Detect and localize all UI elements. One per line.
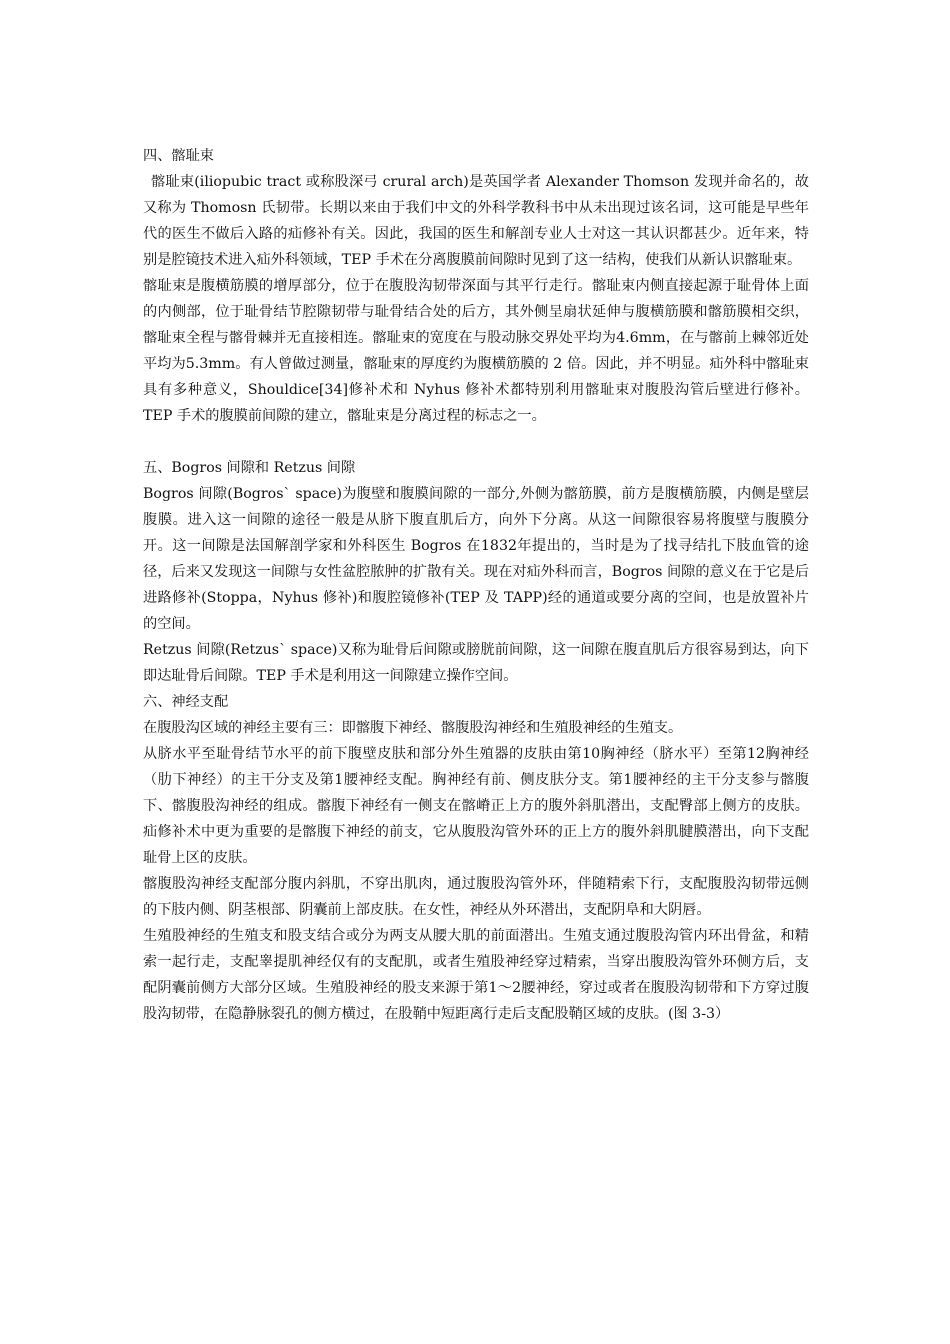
paragraph: 从脐水平至耻骨结节水平的前下腹壁皮肤和部分外生殖器的皮肤由第10胸神经（脐水平）至第12胸神经（肋下神经）的主干分支及第1腰神经支配。胸神经有前、侧皮肤分支。第1腰神经的主干分支参与髂腹下、髂腹股沟神经的组成。髂腹下神经有一侧支在髂嵴正上方的腹外斜肌潜出，支配臀部上侧方的皮肤。疝修补术中更为重要的是髂腹下神经的前支，它从腹股沟管外环的正上方的腹外斜肌腱膜潜出，向下支配耻骨上区的皮肤。 — [143, 746, 809, 866]
section-iliopubic-tract — [143, 143, 809, 429]
section-heading: 四、髂耻束 — [143, 148, 214, 164]
paragraph: Retzus 间隙(Retzus` space)又称为耻骨后间隙或膀胱前间隙，这一间隙在腹直肌后方很容易到达，向下即达耻骨后间隙。TEP 手术是利用这一间隙建立操作空间。 — [143, 642, 809, 684]
paragraph: Bogros 间隙(Bogros` space)为腹壁和腹膜间隙的一部分,外侧为髂筋膜，前方是腹横筋膜，内侧是壁层腹膜。进入这一间隙的途径一般是从脐下腹直肌后方，向外下分离。从这一间隙很容易将腹壁与腹膜分开。这一间隙是法国解剖学家和外科医生 Bogros 在1832年提出的，当时是为了找寻结扎下肢血管的途径，后来又发现这一间隙与女性盆腔脓肿的扩散有关。现在对疝外科而言，Bogros 间隙的意义在于它是后进路修补(Stoppa，Nyhus 修补)和腹腔镜修补(TEP 及 TAPP)经的通道或要分离的空间，也是放置补片的空间。 — [143, 486, 809, 632]
paragraph: 生殖股神经的生殖支和股支结合或分为两支从腰大肌的前面潜出。生殖支通过腹股沟管内环出骨盆，和精索一起行走，支配睾提肌神经仅有的支配肌，或者生殖股神经穿过精索，当穿出腹股沟管外环侧方后，支配阴囊前侧方大部分区域。生殖股神经的股支来源于第1～2腰神经，穿过或者在腹股沟韧带和下方穿过腹股沟韧带，在隐静脉裂孔的侧方横过，在股鞘中短距离行走后支配股鞘区域的皮肤。(图 3-3） — [143, 928, 809, 1022]
section-heading: 六、神经支配 — [143, 694, 229, 710]
section-bogros-retzus-space — [143, 455, 809, 689]
section-heading: 五、Bogros 间隙和 Retzus 间隙 — [143, 460, 356, 476]
paragraph: 髂耻束是腹横筋膜的增厚部分，位于在腹股沟韧带深面与其平行走行。髂耻束内侧直接起源于耻骨体上面的内侧部，位于耻骨结节腔隙韧带与耻骨结合处的后方，其外侧呈扇状延伸与腹横筋膜和髂筋膜相交织，髂耻束全程与髂骨棘并无直接相连。髂耻束的宽度在与股动脉交界处平均为4.6mm，在与髂前上棘邻近处平均为5.3mm。有人曾做过测量，髂耻束的厚度约为腹横筋膜的 2 倍。因此，并不明显。疝外科中髂耻束具有多种意义，Shouldice[34]修补术和 Nyhus 修补术都特别利用髂耻束对腹股沟管后壁进行修补。TEP 手术的腹膜前间隙的建立，髂耻束是分离过程的标志之一。 — [143, 278, 809, 424]
paragraph: 髂耻束(iliopubic tract 或称股深弓 crural arch)是英国学者 Alexander Thomson 发现并命名的，故又称为 Thomosn 氏韧带。长期以来由于我们中文的外科学教科书中从未出现过该名词，这可能是早些年代的医生不做后入路的疝修补有关。因此，我国的医生和解剖专业人士对这一其认识都甚少。近年来，特别是腔镜技术进入疝外科领域，TEP 手术在分离腹膜前间隙时见到了这一结构，使我们从新认识髂耻束。 — [143, 174, 809, 268]
section-spacer — [143, 429, 809, 455]
document-page — [143, 143, 809, 1027]
paragraph: 在腹股沟区域的神经主要有三：即髂腹下神经、髂腹股沟神经和生殖股神经的生殖支。 — [143, 720, 683, 736]
section-nerve-supply — [143, 689, 809, 1027]
paragraph: 髂腹股沟神经支配部分腹内斜肌，不穿出肌肉，通过腹股沟管外环，伴随精索下行，支配腹股沟韧带远侧的下肢内侧、阴茎根部、阴囊前上部皮肤。在女性，神经从外环潜出，支配阴阜和大阴唇。 — [143, 876, 809, 918]
